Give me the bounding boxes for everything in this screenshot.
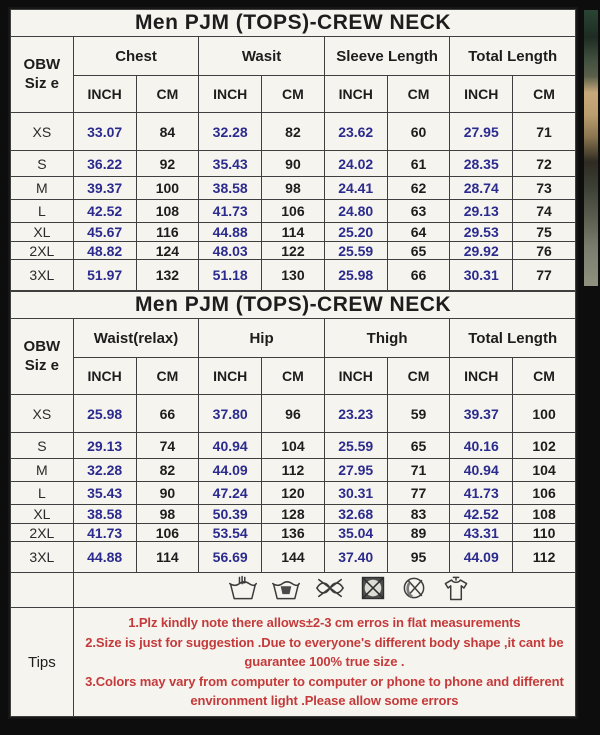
- size-cell: 2XL: [11, 242, 74, 260]
- inch-value-cell: 44.88: [199, 223, 262, 242]
- drip-dry-icon: [441, 574, 471, 602]
- cm-value-cell: 122: [262, 242, 325, 260]
- inch-value-cell: 41.73: [199, 200, 262, 223]
- inch-value-cell: 27.95: [450, 113, 513, 151]
- unit-header-cm: CM: [262, 76, 325, 113]
- inch-value-cell: 39.37: [450, 395, 513, 433]
- cm-value-cell: 62: [387, 177, 450, 200]
- size-column-header-line: OBW: [23, 337, 61, 355]
- table-row: [11, 260, 576, 291]
- inch-value-cell: 37.80: [199, 395, 262, 433]
- size-cell: XL: [11, 223, 74, 242]
- inch-value-cell: 44.88: [73, 542, 136, 573]
- inch-value-cell: 48.03: [199, 242, 262, 260]
- inch-value-cell: 43.31: [450, 524, 513, 542]
- inch-value-cell: 23.23: [324, 395, 387, 433]
- inch-value-cell: 51.97: [73, 260, 136, 291]
- cm-value-cell: 66: [387, 260, 450, 291]
- cm-value-cell: 104: [262, 433, 325, 459]
- inch-value-cell: 25.59: [324, 242, 387, 260]
- inch-value-cell: 29.13: [450, 200, 513, 223]
- inch-value-cell: 40.94: [450, 459, 513, 482]
- cm-value-cell: 61: [387, 151, 450, 177]
- cm-value-cell: 74: [513, 200, 576, 223]
- cm-value-cell: 66: [136, 395, 199, 433]
- table-row: [11, 505, 576, 524]
- size-table-bottoms: [10, 291, 576, 717]
- unit-header-inch: INCH: [73, 76, 136, 113]
- unit-header-inch: INCH: [324, 76, 387, 113]
- inch-value-cell: 53.54: [199, 524, 262, 542]
- unit-header-cm: CM: [136, 76, 199, 113]
- cm-value-cell: 59: [387, 395, 450, 433]
- inch-value-cell: 56.69: [199, 542, 262, 573]
- tips-row: [11, 608, 576, 717]
- inch-value-cell: 35.43: [73, 482, 136, 505]
- empty-cell: [11, 573, 74, 608]
- cm-value-cell: 96: [262, 395, 325, 433]
- inch-value-cell: 38.58: [73, 505, 136, 524]
- unit-header-cm: CM: [136, 358, 199, 395]
- unit-header-row: [11, 358, 576, 395]
- inch-value-cell: 30.31: [324, 482, 387, 505]
- cm-value-cell: 65: [387, 242, 450, 260]
- unit-header-cm: CM: [262, 358, 325, 395]
- do-not-dry-clean-icon: [400, 574, 428, 602]
- cm-value-cell: 116: [136, 223, 199, 242]
- cm-value-cell: 106: [136, 524, 199, 542]
- cm-value-cell: 63: [387, 200, 450, 223]
- table-row: [11, 177, 576, 200]
- unit-header-inch: INCH: [199, 358, 262, 395]
- inch-value-cell: 50.39: [199, 505, 262, 524]
- inch-value-cell: 32.28: [73, 459, 136, 482]
- inch-value-cell: 35.04: [324, 524, 387, 542]
- cm-value-cell: 98: [262, 177, 325, 200]
- size-column-header-line: Siz e: [24, 74, 59, 92]
- inch-value-cell: 29.13: [73, 433, 136, 459]
- unit-header-row: [11, 76, 576, 113]
- cm-value-cell: 64: [387, 223, 450, 242]
- do-not-wring-icon: [314, 574, 346, 602]
- inch-value-cell: 41.73: [450, 482, 513, 505]
- cm-value-cell: 74: [136, 433, 199, 459]
- table-row: [11, 151, 576, 177]
- inch-value-cell: 47.24: [199, 482, 262, 505]
- unit-header-cm: CM: [387, 76, 450, 113]
- cm-value-cell: 84: [136, 113, 199, 151]
- cm-value-cell: 120: [262, 482, 325, 505]
- unit-header-inch: INCH: [450, 76, 513, 113]
- cm-value-cell: 114: [262, 223, 325, 242]
- cm-value-cell: 106: [262, 200, 325, 223]
- column-group-header: Sleeve Length: [324, 37, 450, 76]
- unit-header-cm: CM: [513, 76, 576, 113]
- cm-value-cell: 90: [136, 482, 199, 505]
- inch-value-cell: 27.95: [324, 459, 387, 482]
- table-row: [11, 524, 576, 542]
- cm-value-cell: 71: [513, 113, 576, 151]
- size-table-tops: [10, 9, 576, 291]
- inch-value-cell: 32.68: [324, 505, 387, 524]
- cm-value-cell: 83: [387, 505, 450, 524]
- size-cell: M: [11, 459, 74, 482]
- table-row: [11, 459, 576, 482]
- table-row: [11, 113, 576, 151]
- table-row: [11, 242, 576, 260]
- size-cell: 2XL: [11, 524, 74, 542]
- table-title: Men PJM (TOPS)-CREW NECK: [11, 10, 576, 37]
- cm-value-cell: 98: [136, 505, 199, 524]
- hand-wash-icon: [228, 574, 258, 602]
- table-row: [11, 482, 576, 505]
- cm-value-cell: 104: [513, 459, 576, 482]
- cm-value-cell: 114: [136, 542, 199, 573]
- table-row: [11, 395, 576, 433]
- cm-value-cell: 71: [387, 459, 450, 482]
- column-group-header: Wasit: [199, 37, 325, 76]
- cm-value-cell: 100: [513, 395, 576, 433]
- unit-header-inch: INCH: [73, 358, 136, 395]
- table-row: [11, 433, 576, 459]
- inch-value-cell: 38.58: [199, 177, 262, 200]
- size-cell: XS: [11, 113, 74, 151]
- cm-value-cell: 82: [136, 459, 199, 482]
- cm-value-cell: 110: [513, 524, 576, 542]
- inch-value-cell: 41.73: [73, 524, 136, 542]
- column-group-header-row: [11, 319, 576, 358]
- size-cell: 3XL: [11, 260, 74, 291]
- inch-value-cell: 40.94: [199, 433, 262, 459]
- size-cell: 3XL: [11, 542, 74, 573]
- cm-value-cell: 108: [136, 200, 199, 223]
- size-cell: XS: [11, 395, 74, 433]
- inch-value-cell: 45.67: [73, 223, 136, 242]
- unit-header-inch: INCH: [324, 358, 387, 395]
- size-cell: XL: [11, 505, 74, 524]
- tips-line: 2.Size is just for suggestion .Due to everyone's different body shape ,it cant be guarantee 100% true size .: [85, 634, 564, 670]
- cm-value-cell: 73: [513, 177, 576, 200]
- inch-value-cell: 25.98: [73, 395, 136, 433]
- care-icons-row: [11, 573, 576, 608]
- cm-value-cell: 72: [513, 151, 576, 177]
- size-column-header-line: OBW: [23, 55, 61, 73]
- inch-value-cell: 25.98: [324, 260, 387, 291]
- inch-value-cell: 24.80: [324, 200, 387, 223]
- inch-value-cell: 39.37: [73, 177, 136, 200]
- cm-value-cell: 108: [513, 505, 576, 524]
- unit-header-inch: INCH: [450, 358, 513, 395]
- cm-value-cell: 128: [262, 505, 325, 524]
- inch-value-cell: 35.43: [199, 151, 262, 177]
- size-cell: M: [11, 177, 74, 200]
- machine-wash-icon: [271, 574, 301, 602]
- size-cell: L: [11, 200, 74, 223]
- inch-value-cell: 28.35: [450, 151, 513, 177]
- size-column-header: [11, 319, 74, 395]
- column-group-header: Total Length: [450, 37, 576, 76]
- inch-value-cell: 28.74: [450, 177, 513, 200]
- cm-value-cell: 77: [387, 482, 450, 505]
- cm-value-cell: 92: [136, 151, 199, 177]
- cm-value-cell: 106: [513, 482, 576, 505]
- table-title-row: [11, 10, 576, 37]
- tips-line: 1.Plz kindly note there allows±2-3 cm erros in flat measurements: [128, 615, 521, 631]
- inch-value-cell: 30.31: [450, 260, 513, 291]
- cm-value-cell: 95: [387, 542, 450, 573]
- size-column-header-line: Siz e: [24, 356, 59, 374]
- column-group-header: Hip: [199, 319, 325, 358]
- cm-value-cell: 89: [387, 524, 450, 542]
- inch-value-cell: 44.09: [450, 542, 513, 573]
- inch-value-cell: 29.92: [450, 242, 513, 260]
- cm-value-cell: 60: [387, 113, 450, 151]
- size-cell: S: [11, 433, 74, 459]
- table-title: Men PJM (TOPS)-CREW NECK: [11, 292, 576, 319]
- tips-text: [73, 608, 575, 717]
- unit-header-inch: INCH: [199, 76, 262, 113]
- cm-value-cell: 77: [513, 260, 576, 291]
- inch-value-cell: 23.62: [324, 113, 387, 151]
- inch-value-cell: 44.09: [199, 459, 262, 482]
- inch-value-cell: 24.02: [324, 151, 387, 177]
- inch-value-cell: 42.52: [73, 200, 136, 223]
- cm-value-cell: 130: [262, 260, 325, 291]
- column-group-header: Waist(relax): [73, 319, 199, 358]
- care-icons-cell: [73, 573, 575, 608]
- care-icons-group: [178, 574, 471, 602]
- cm-value-cell: 75: [513, 223, 576, 242]
- table-row: [11, 223, 576, 242]
- column-group-header: Thigh: [324, 319, 450, 358]
- inch-value-cell: 42.52: [450, 505, 513, 524]
- cm-value-cell: 124: [136, 242, 199, 260]
- inch-value-cell: 25.20: [324, 223, 387, 242]
- inch-value-cell: 29.53: [450, 223, 513, 242]
- tips-label: Tips: [11, 608, 74, 717]
- inch-value-cell: 25.59: [324, 433, 387, 459]
- table-row: [11, 542, 576, 573]
- unit-header-cm: CM: [387, 358, 450, 395]
- tips-line: 3.Colors may vary from computer to computer or phone to phone and different environment light .Please allow some errors: [85, 673, 564, 709]
- cm-value-cell: 136: [262, 524, 325, 542]
- size-cell: S: [11, 151, 74, 177]
- cm-value-cell: 100: [136, 177, 199, 200]
- inch-value-cell: 33.07: [73, 113, 136, 151]
- cm-value-cell: 144: [262, 542, 325, 573]
- do-not-tumble-dry-icon: [359, 574, 387, 602]
- unit-header-cm: CM: [513, 358, 576, 395]
- inch-value-cell: 36.22: [73, 151, 136, 177]
- cm-value-cell: 112: [513, 542, 576, 573]
- inch-value-cell: 24.41: [324, 177, 387, 200]
- column-group-header: Total Length: [450, 319, 576, 358]
- size-cell: L: [11, 482, 74, 505]
- inch-value-cell: 48.82: [73, 242, 136, 260]
- column-group-header: Chest: [73, 37, 199, 76]
- cm-value-cell: 65: [387, 433, 450, 459]
- background-photo-edge: [584, 10, 598, 286]
- cm-value-cell: 90: [262, 151, 325, 177]
- inch-value-cell: 37.40: [324, 542, 387, 573]
- inch-value-cell: 51.18: [199, 260, 262, 291]
- table-row: [11, 200, 576, 223]
- size-chart-panel: [8, 7, 578, 719]
- column-group-header-row: [11, 37, 576, 76]
- size-column-header: [11, 37, 74, 113]
- table-title-row: [11, 292, 576, 319]
- cm-value-cell: 102: [513, 433, 576, 459]
- inch-value-cell: 40.16: [450, 433, 513, 459]
- cm-value-cell: 76: [513, 242, 576, 260]
- cm-value-cell: 132: [136, 260, 199, 291]
- inch-value-cell: 32.28: [199, 113, 262, 151]
- cm-value-cell: 112: [262, 459, 325, 482]
- cm-value-cell: 82: [262, 113, 325, 151]
